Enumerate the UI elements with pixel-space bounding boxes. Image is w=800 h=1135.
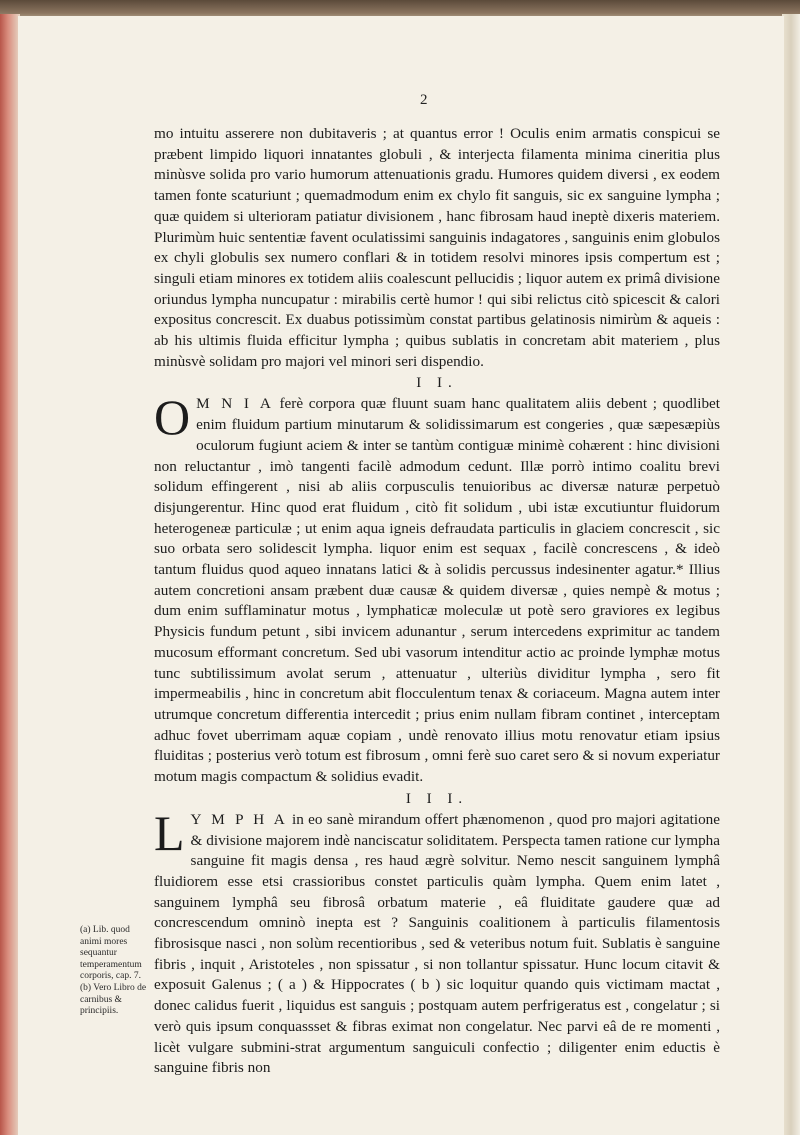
- paragraph-continuation: mo intuitu asserere non dubitaveris ; at quantus error ! Oculis enim armatis conspicui se præbent limpido liquori innatantes globuli , & interjecta filamenta minima cineritia plus minùsve solida pro vario humorum attenuationis gradu. Humores quidem diversi , ex eodem tamen fonte scaturiunt ; quemadmodum enim ex chylo fit sanguis, sic ex sanguine lympha ; quæ quidem si ulterioram patiatur divisionem , hanc fibrosam haud ineptè dixeris materiem. Plurimùm huic sententiæ favent oculatissimi sanguinis indagatores , sanguinis enim globulos ex chyli globulis sex numero conflari & in totidem resolvi minores ipsis compertum est ; singuli etiam minores ex totidem aliis coalescunt pellucidis ; liquor autem ex primâ divisione oriundus lympha nuncupatur : mirabilis certè humor ! qui sibi relictus citò spicescit & calori expositus concrescit. Ex duabus potissimùm constat partibus gelatinosis nimirùm & aqueis : ab his ultimis fluida efficitur lympha ; quibus sublatis in concretam abit materiem , plus minùsvè solidam pro majori vel minori seri dispendio.: [154, 125, 720, 370]
- section-3-paragraph: [154, 804, 721, 1079]
- drop-cap-l: L: [154, 804, 185, 861]
- section-3-text: in eo sanè mirandum offert phænomenon , quod pro majori agitatione & divisione majorem indè nanciscatur soliditatem. Perspecta tamen ratione cur lympha sanguine fit magis densa , res haud ægrè solvitur. Nemo nescit sanguinem lymphâ fluidiorem esse etsi crassioribus constet particulis quàm lympha. Quem enim latet , sanguinem lymphâ seu fibrosâ orbatum materie , eâ fluiditate gaudere quæ ad concrescendum omninò inepta est ? Sanguinis coalitionem à particulis filamentosis fibrosisque nasci , non solùm recentioribus , sed & veteribus notum fuit. Sublatis è sanguine fibris , inquit , Aristoteles , non spissatur , si non tollantur spissatur. Hunc locum citavit & exposuit Galenus ; ( a ) & Hippocrates ( b ) sic loquitur quando quis victimam mactat , donec calidus fuerit , liquidus est sanguis ; postquam autem perfrigeratus est , congelatur ; si verò quis ipsum conquassset & fibras eximat non congelatur. Nec parvi eâ de re momenti , licèt vulgare submini-strat argumentum sanguiculi confectio ; diligenter enim eductis è sanguine fibris non: [154, 810, 721, 1077]
- section-2-opening: M N I A: [196, 395, 274, 413]
- section-3-opening: Y M P H A: [190, 810, 288, 828]
- section-numeral-2: I I.: [416, 375, 458, 392]
- section-2-paragraph: [154, 389, 720, 787]
- footnote-a: (a) Lib. quod animi mores sequantur temperamentum corporis, cap. 7.: [80, 925, 142, 982]
- footnote-b: (b) Vero Libro de carnibus & principiis.: [80, 982, 147, 1017]
- margin-notes: [80, 925, 148, 1018]
- section-2-text: ferè corpora quæ fluunt suam hanc qualitatem aliis debent ; quodlibet enim fluidum partium minutarum & solidissimarum est congeries , quæ sæpesæpiùs oculorum fugiunt aciem & inter se tantùm contiguæ minimè cohærent : hinc divisioni non reluctantur , imò tangenti facilè admodum cedunt. Illæ porrò intimo coalitu brevi solidum effingerent , nisi ab aliis corpusculis tenuioribus ac diversæ naturæ perpetuò disjungerentur. Hinc quod erat fluidum , citò fit solidum , ubi istæ excutiuntur fluidorum heterogeneæ particulæ ; ut enim aqua igneis defraudata particulis in glaciem concrescit , sic suo orbata sero solidescit lympha. liquor enim est sequax , facilè concrescens , & ideò tantum fluidus quod aqueo innatans latici & à solidis percussus indesinenter agatur.* Illius autem concretioni ansam præbent duæ causæ & quidem diversæ , quies nempè & motus ; dum enim sufflaminatur motus , lymphaticæ moleculæ ut potè sero graviores ex legibus Physicis fundum petunt , sibi invicem adunantur , serum intercedens exprimitur ac tandem mucosum efformant concretum. Sed ubi vasorum intenditur actio ac proinde lymphæ motus tunc subtilissimum avolat serum , attenuatur , ulteriùs dividitur lympha , sero fit impermeabilis , hinc in concretum abit flocculentum tenax & coriaceum. Magna autem inter utrumque concretum differentia intercedit ; prius enim nullam fibram continet , interceptam adhuc fovet uberrimam aquæ copiam , undè renovato illius motu renovatur etiam ipsius fluiditas ; posterius verò totum est fibrosum , omni ferè suo caret sero & si novum experiatur motum magis compactum & solidius evadit.: [154, 395, 720, 786]
- page-edge-right: [782, 14, 800, 1135]
- section-numeral-3: I I I.: [405, 790, 469, 807]
- main-text: [154, 124, 720, 1079]
- page-edge-left: [0, 14, 20, 1135]
- page-number: 2: [420, 92, 428, 108]
- drop-cap-o: O: [154, 389, 191, 446]
